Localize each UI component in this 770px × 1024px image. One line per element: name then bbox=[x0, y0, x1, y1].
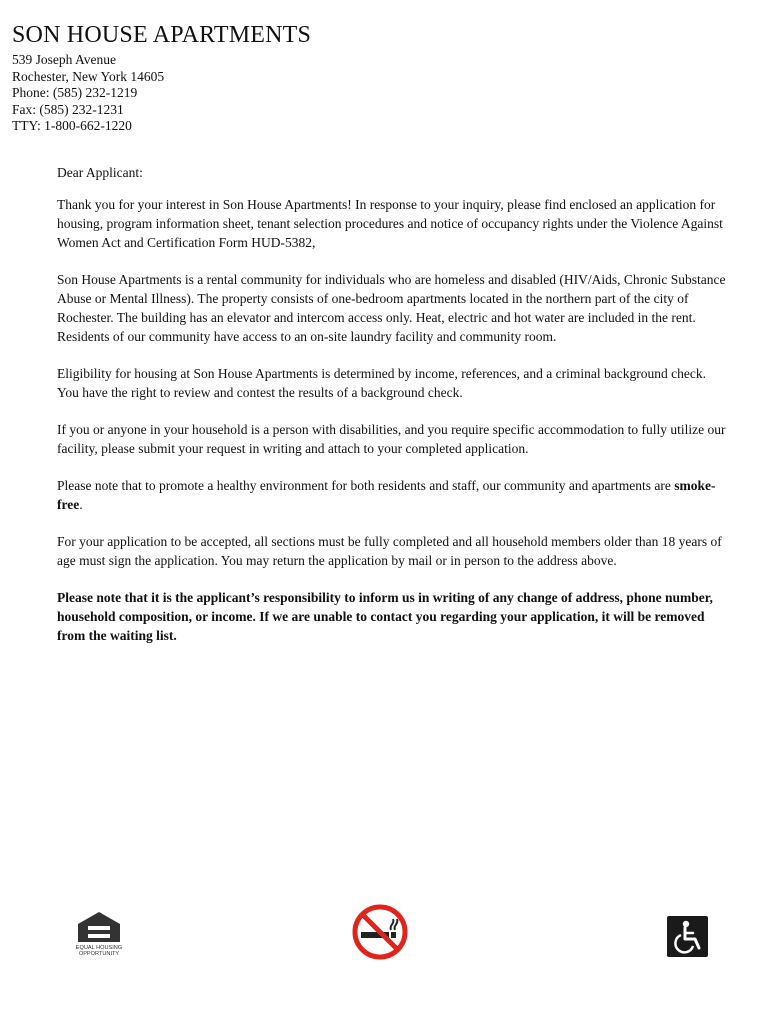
smoke-free-end: . bbox=[79, 497, 83, 512]
paragraph-smoke-free bbox=[57, 476, 729, 514]
street-address: 539 Joseph Avenue bbox=[12, 52, 116, 67]
equal-housing-opportunity-icon bbox=[74, 910, 124, 956]
tty-number: TTY: 1-800-662-1220 bbox=[12, 118, 132, 133]
salutation: Dear Applicant: bbox=[57, 165, 143, 180]
paragraph-community-description: Son House Apartments is a rental community for individuals who are homeless and disabled (HIV/Aids, Chronic Substance Abuse or Mental Illness). The property consists of one-bedroom apartments located in the northern part of the city of Rochester. The building has an elevator and intercom access only. Heat, electric and hot water are included in the rent. Residents of our community have access to an on-site laundry facility and community room. bbox=[57, 272, 726, 344]
wheelchair-accessible-icon bbox=[667, 916, 708, 957]
city-state-zip: Rochester, New York 14605 bbox=[12, 68, 165, 84]
letterhead bbox=[12, 20, 311, 135]
paragraph-intro: Thank you for your interest in Son House Apartments! In response to your inquiry, please find enclosed an application for housing, program information sheet, tenant selection procedures and notice of occupancy rights under the Violence Against Women Act and Certification Form HUD-5382, bbox=[57, 197, 723, 250]
smoke-free-intro: Please note that to promote a healthy environment for both residents and staff, our community and apartments are bbox=[57, 478, 671, 493]
fax-number: Fax: (585) 232-1231 bbox=[12, 101, 124, 117]
letter-body bbox=[57, 163, 729, 663]
paragraph-eligibility: Eligibility for housing at Son House Apartments is determined by income, references, and a criminal background check. You have the right to review and contest the results of a background check. bbox=[57, 366, 706, 400]
equal-housing-caption-line1: EQUAL HOUSING bbox=[75, 945, 123, 951]
paragraph-change-notice: Please note that it is the applicant’s responsibility to inform us in writing of any change of address, phone number, household composition, or income. If we are unable to contact you regarding your application, it will be removed from the waiting list. bbox=[57, 590, 713, 643]
no-smoking-icon bbox=[351, 903, 409, 961]
paragraph-signing: For your application to be accepted, all sections must be fully completed and all household members older than 18 years of age must sign the application. You may return the application by mail or in person to the address above. bbox=[57, 534, 722, 568]
paragraph-accommodation: If you or anyone in your household is a person with disabilities, and you require specific accommodation to fully utilize our facility, please submit your request in writing and attach to your completed application. bbox=[57, 422, 726, 456]
phone-number: Phone: (585) 232-1219 bbox=[12, 85, 138, 100]
organization-name: SON HOUSE APARTMENTS bbox=[12, 22, 312, 48]
equal-housing-caption-line2: OPPORTUNITY bbox=[78, 951, 120, 956]
smoke-free-emphasis: smoke-free bbox=[57, 478, 716, 512]
